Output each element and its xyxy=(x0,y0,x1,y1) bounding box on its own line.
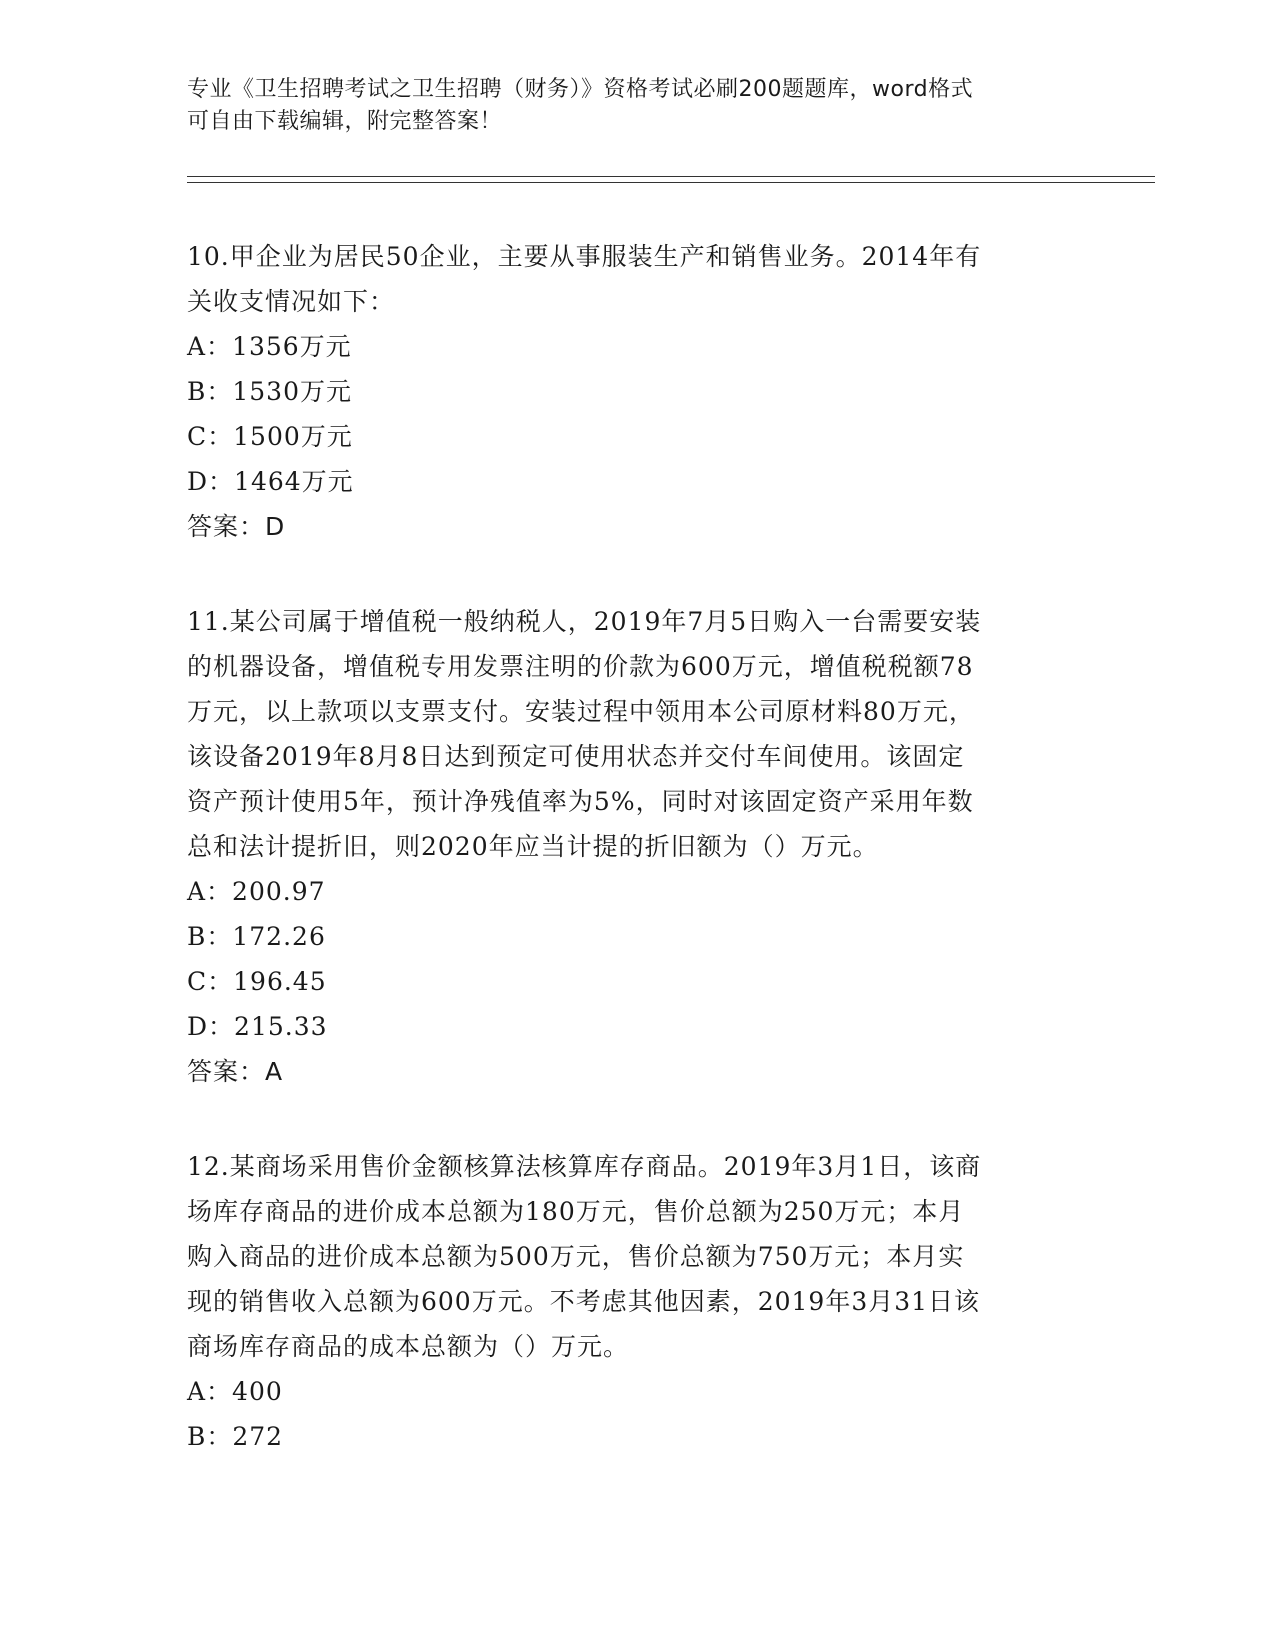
option-d: D：1464万元 xyxy=(187,467,354,496)
question-text-line: 资产预计使用5年，预计净残值率为5%，同时对该固定资产采用年数 xyxy=(187,787,974,816)
question-text-line: 12.某商场采用售价金额核算法核算库存商品。2019年3月1日，该商 xyxy=(187,1152,982,1181)
document-header xyxy=(187,74,1067,138)
option-c: C：196.45 xyxy=(187,967,327,996)
option-a: A：400 xyxy=(187,1377,283,1406)
header-line: 可自由下载编辑，附完整答案！ xyxy=(187,109,503,134)
question-12 xyxy=(187,1144,1087,1459)
question-text-line: 万元，以上款项以支票支付。安装过程中领用本公司原材料80万元， xyxy=(187,697,975,726)
question-text-line: 10.甲企业为居民50企业，主要从事服装生产和销售业务。2014年有 xyxy=(187,242,982,271)
option-d: D：215.33 xyxy=(187,1012,328,1041)
header-divider-top xyxy=(187,176,1155,177)
option-a: A：1356万元 xyxy=(187,332,352,361)
option-b: B：172.26 xyxy=(187,922,326,951)
option-b: B：1530万元 xyxy=(187,377,352,406)
question-text-line: 该设备2019年8月8日达到预定可使用状态并交付车间使用。该固定 xyxy=(187,742,965,771)
option-a: A：200.97 xyxy=(187,877,326,906)
option-b: B：272 xyxy=(187,1422,284,1451)
question-text-line: 的机器设备，增值税专用发票注明的价款为600万元，增值税税额78 xyxy=(187,652,974,681)
option-c: C：1500万元 xyxy=(187,422,353,451)
question-text-line: 购入商品的进价成本总额为500万元，售价总额为750万元；本月实 xyxy=(187,1242,965,1271)
question-text-line: 11.某公司属于增值税一般纳税人，2019年7月5日购入一台需要安装 xyxy=(187,607,982,636)
question-text-line: 现的销售收入总额为600万元。不考虑其他因素，2019年3月31日该 xyxy=(187,1287,981,1316)
header-line: 专业《卫生招聘考试之卫生招聘（财务）》资格考试必刷200题题库，word格式 xyxy=(187,77,974,102)
question-text-line: 关收支情况如下： xyxy=(187,287,396,316)
question-text-line: 商场库存商品的成本总额为（）万元。 xyxy=(187,1332,630,1361)
header-divider-bottom xyxy=(187,182,1155,183)
question-10 xyxy=(187,234,1087,549)
question-text-line: 场库存商品的进价成本总额为180万元，售价总额为250万元；本月 xyxy=(187,1197,965,1226)
question-text-line: 总和法计提折旧，则2020年应当计提的折旧额为（）万元。 xyxy=(187,832,879,861)
question-11 xyxy=(187,599,1087,1094)
answer: 答案：D xyxy=(187,512,286,541)
answer: 答案：A xyxy=(187,1057,284,1086)
